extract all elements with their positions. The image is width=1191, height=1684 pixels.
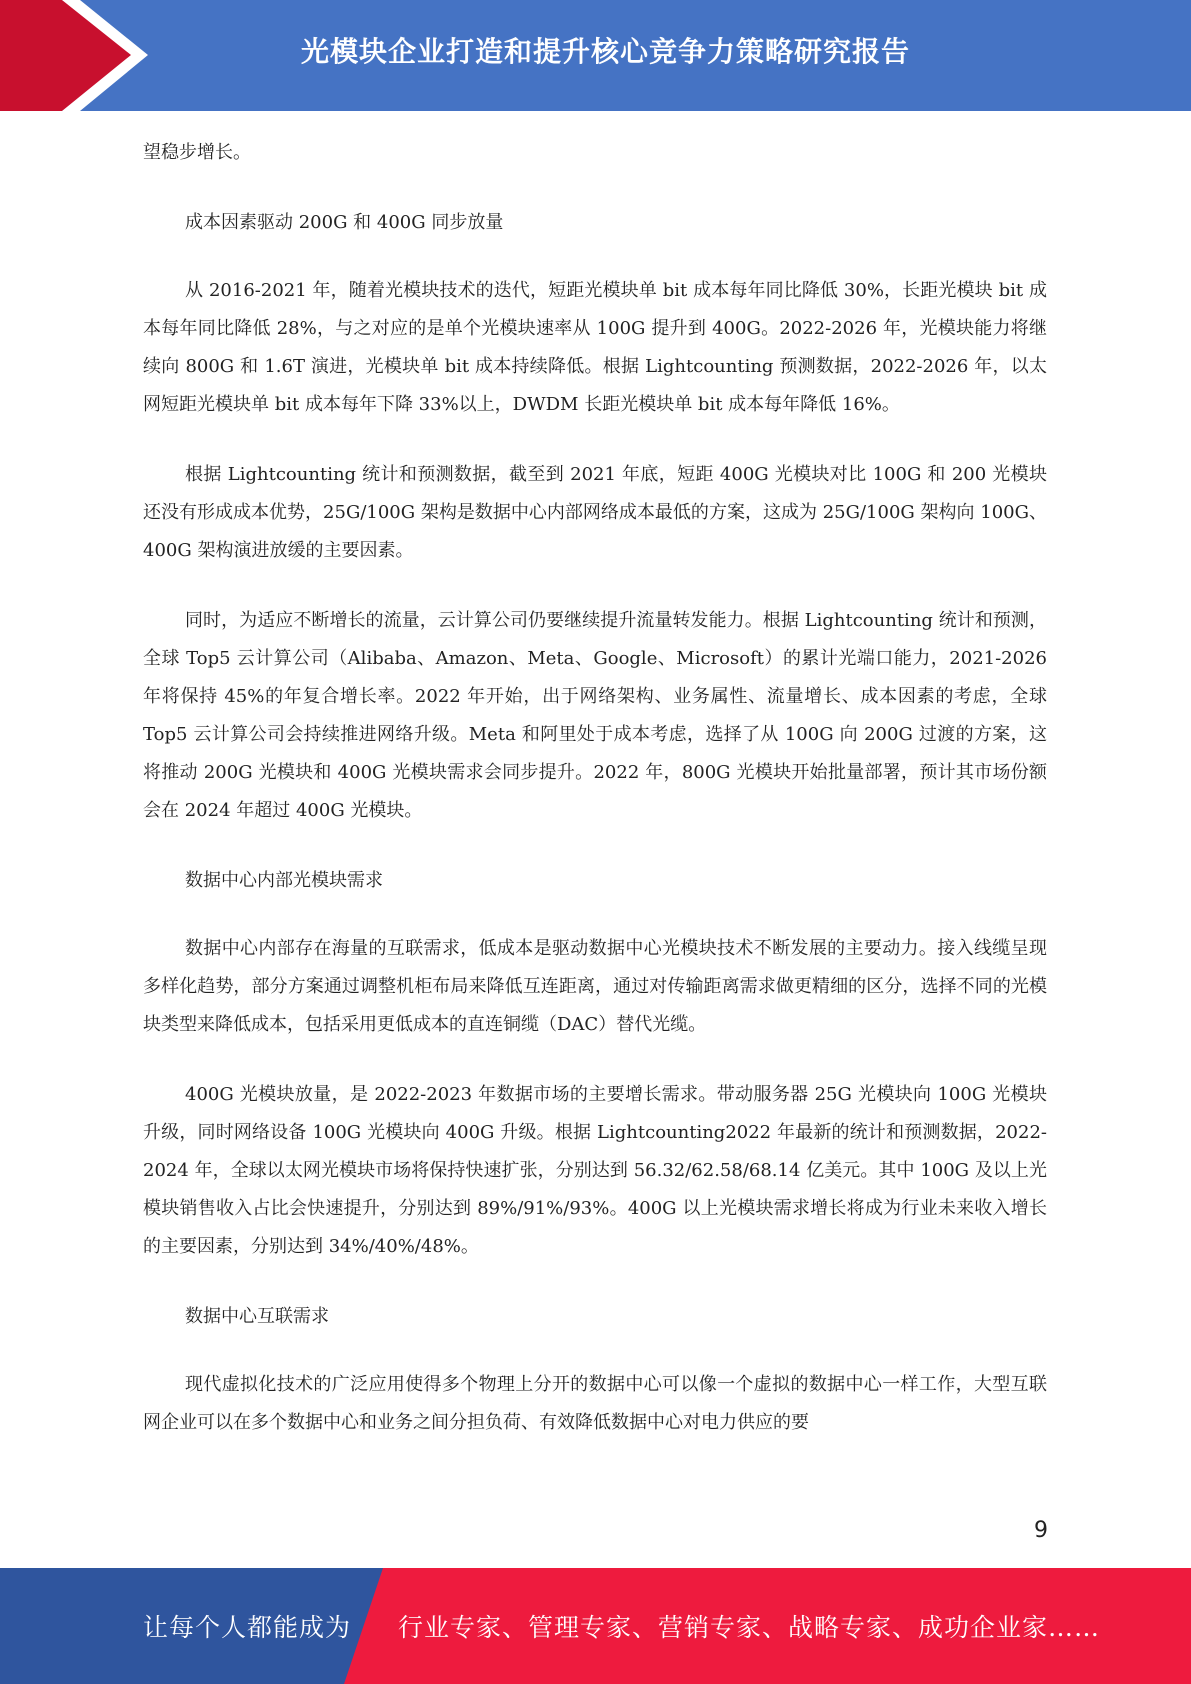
section-heading-internal-demand: 数据中心内部光模块需求	[185, 870, 383, 891]
footer-slogan-left: 让每个人都能成为	[143, 1613, 352, 1642]
footer-slogan-right: 行业专家、管理专家、营销专家、战略专家、成功企业家……	[398, 1613, 1101, 1642]
paragraph: 现代虚拟化技术的广泛应用使得多个物理上分开的数据中心可以像一个虚拟的数据中心一样工作，大型互联网企业可以在多个数据中心和业务之间分担负荷、有效降低数据中心对电力供应的要	[143, 1374, 1047, 1433]
paragraph-continuation: 望稳步增长。	[143, 142, 251, 163]
paragraph: 400G 光模块放量，是 2022-2023 年数据市场的主要增长需求。带动服务器 25G 光模块向 100G 光模块升级，同时网络设备 100G 光模块向 400G 升级。根据 Lightcounting2022 年最新的统计和预测数据，2022-2024 年，全球以太网光模块市场将保持快速扩张，分别达到 56.32/62.58/68.14 亿美元。其中 100G 及以上光模块销售收入占比会快速提升，分别达到 89%/91%/93%。400G 以上光模块需求增长将成为行业未来收入增长的主要因素，分别达到 34%/40%/48%。	[143, 1084, 1047, 1257]
paragraph: 同时，为适应不断增长的流量，云计算公司仍要继续提升流量转发能力。根据 Lightcounting 统计和预测，全球 Top5 云计算公司（Alibaba、Amazon、Meta、Google、Microsoft）的累计光端口能力，2021-2026 年将保持 45%的年复合增长率。2022 年开始，出于网络架构、业务属性、流量增长、成本因素的考虑，全球 Top5 云计算公司会持续推进网络升级。Meta 和阿里处于成本考虑，选择了从 100G 向 200G 过渡的方案，这将推动 200G 光模块和 400G 光模块需求会同步提升。2022 年，800G 光模块开始批量部署，预计其市场份额会在 2024 年超过 400G 光模块。	[143, 610, 1047, 821]
document-title: 光模块企业打造和提升核心竞争力策略研究报告	[300, 35, 910, 68]
body-content	[143, 134, 1047, 1474]
paragraph: 数据中心内部存在海量的互联需求，低成本是驱动数据中心光模块技术不断发展的主要动力。接入线缆呈现多样化趋势，部分方案通过调整机柜布局来降低互连距离，通过对传输距离需求做更精细的区分，选择不同的光模块类型来降低成本，包括采用更低成本的直连铜缆（DAC）替代光缆。	[143, 938, 1047, 1035]
page-header	[0, 0, 1191, 111]
page-number: 9	[1034, 1518, 1048, 1543]
paragraph: 从 2016-2021 年，随着光模块技术的迭代，短距光模块单 bit 成本每年同比降低 30%，长距光模块 bit 成本每年同比降低 28%，与之对应的是单个光模块速率从 100G 提升到 400G。2022-2026 年，光模块能力将继续向 800G 和 1.6T 演进，光模块单 bit 成本持续降低。根据 Lightcounting 预测数据，2022-2026 年，以太网短距光模块单 bit 成本每年下降 33%以上，DWDM 长距光模块单 bit 成本每年降低 16%。	[143, 280, 1047, 415]
paragraph: 根据 Lightcounting 统计和预测数据，截至到 2021 年底，短距 400G 光模块对比 100G 和 200 光模块还没有形成成本优势，25G/100G 架构是数据中心内部网络成本最低的方案，这成为 25G/100G 架构向 100G、400G 架构演进放缓的主要因素。	[143, 464, 1047, 561]
page-footer	[0, 1568, 1191, 1684]
section-heading-interconnect-demand: 数据中心互联需求	[185, 1306, 329, 1327]
section-heading-cost-factors: 成本因素驱动 200G 和 400G 同步放量	[185, 212, 504, 233]
